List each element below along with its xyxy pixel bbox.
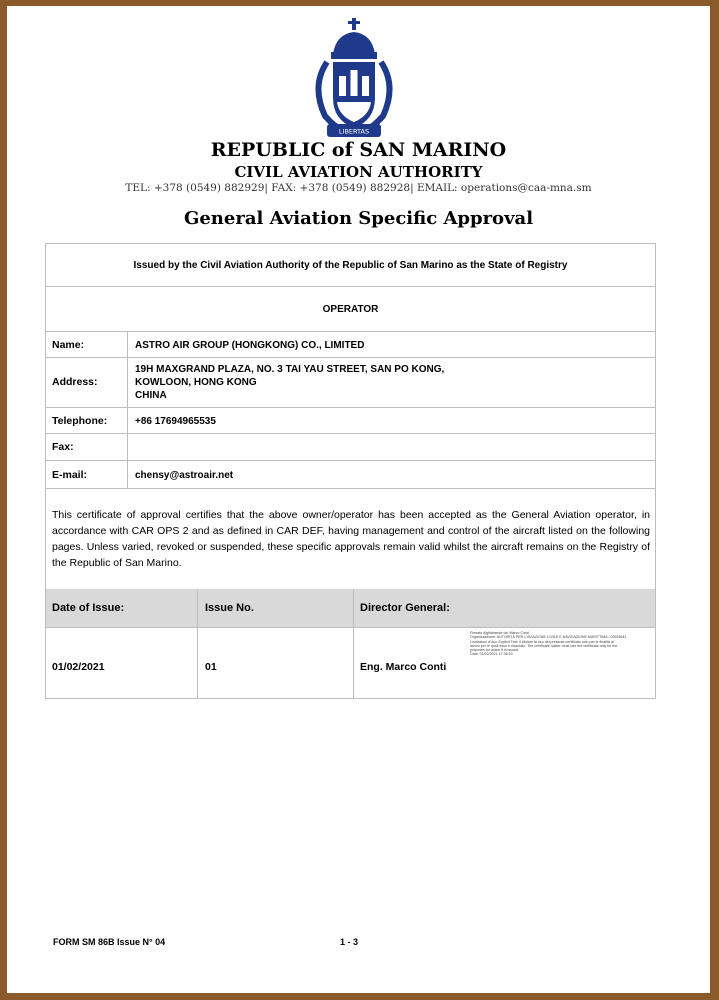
signature-line: lavoro per le quali esso è rilasciato. The certificate holder must use the certificate only for the [470, 643, 618, 648]
name-row [46, 332, 655, 358]
digital-signature-block [470, 631, 656, 657]
certificate-statement: This certificate of approval certifies that the above owner/operator has been accepted as the General Aviation operator, in accordance with CAR OPS 2 and as defined in CAR DEF, having management and control of the aircraft listed on the following pages. Unless varied, revoked or suspended, these specific approvals remain valid whilst the aircraft remains on the Registry of the Republic of San Marino. [52, 509, 650, 569]
operator-telephone: +86 17694965535 [135, 416, 216, 427]
signature-line: Limitazioni d'uso: Explicit Text: Il titolare fa uso del presente certificato solo per le finalità di [470, 639, 614, 644]
page-number: 1 - 3 [340, 937, 359, 947]
operator-address [135, 363, 444, 402]
approval-table [45, 243, 656, 699]
address-label: Address: [52, 376, 98, 388]
issued-by-text: Issued by the Civil Aviation Authority of the Republic of San Marino as the State of Registry [133, 260, 568, 271]
address-line: 19H MAXGRAND PLAZA, NO. 3 TAI YAU STREET, SAN PO KONG, [135, 364, 445, 375]
address-row [46, 358, 655, 408]
operator-section-title: OPERATOR [322, 304, 379, 315]
san-marino-coat-of-arms-icon [303, 16, 405, 144]
fax-row [46, 434, 655, 461]
operator-name: ASTRO AIR GROUP (HONGKONG) CO., LIMITED [135, 340, 365, 351]
form-number: FORM SM 86B Issue N° 04 [53, 937, 166, 947]
telephone-label: Telephone: [52, 415, 108, 427]
email-label: E-mail: [52, 469, 88, 481]
issue-table-header [46, 589, 655, 627]
document-title: General Aviation Specific Approval [183, 208, 534, 229]
contact-line: TEL: +378 (0549) 882929| FAX: +378 (0549) 882928| EMAIL: operations@caa-mna.sm [125, 182, 592, 194]
emblem-motto: LIBERTAS [338, 127, 370, 136]
signature-line: purposes for which it is issued. [470, 648, 519, 653]
authority-country-title: REPUBLIC of SAN MARINO [210, 139, 507, 161]
address-line: CHINA [135, 390, 167, 401]
signature-line: Data: 01/02/2021 17:36:53 [470, 652, 513, 657]
issued-by-row [46, 244, 655, 287]
director-general-name: Eng. Marco Conti [360, 661, 447, 673]
document-page [7, 6, 710, 993]
authority-name: CIVIL AVIATION AUTHORITY [234, 163, 483, 181]
date-of-issue-header: Date of Issue: [52, 602, 125, 614]
operator-section-row [46, 287, 655, 332]
director-general-header: Director General: [360, 602, 450, 614]
address-line: KOWLOON, HONG KONG [135, 377, 257, 388]
email-row [46, 461, 655, 489]
telephone-row [46, 408, 655, 434]
fax-label: Fax: [52, 441, 74, 453]
operator-email: chensy@astroair.net [135, 470, 234, 481]
signature-line: Firmato digitalmente da: Marco Conti [470, 631, 529, 635]
date-of-issue-value: 01/02/2021 [52, 661, 105, 673]
name-label: Name: [52, 339, 85, 351]
issue-no-value: 01 [205, 661, 217, 673]
signature-line: Organizzazione: AUTORITÀ PER L'AVIAZIONE CIVILE E NAVIGAZIONE MARITTIMA / 03925641 [470, 635, 627, 640]
issue-no-header: Issue No. [205, 602, 254, 614]
